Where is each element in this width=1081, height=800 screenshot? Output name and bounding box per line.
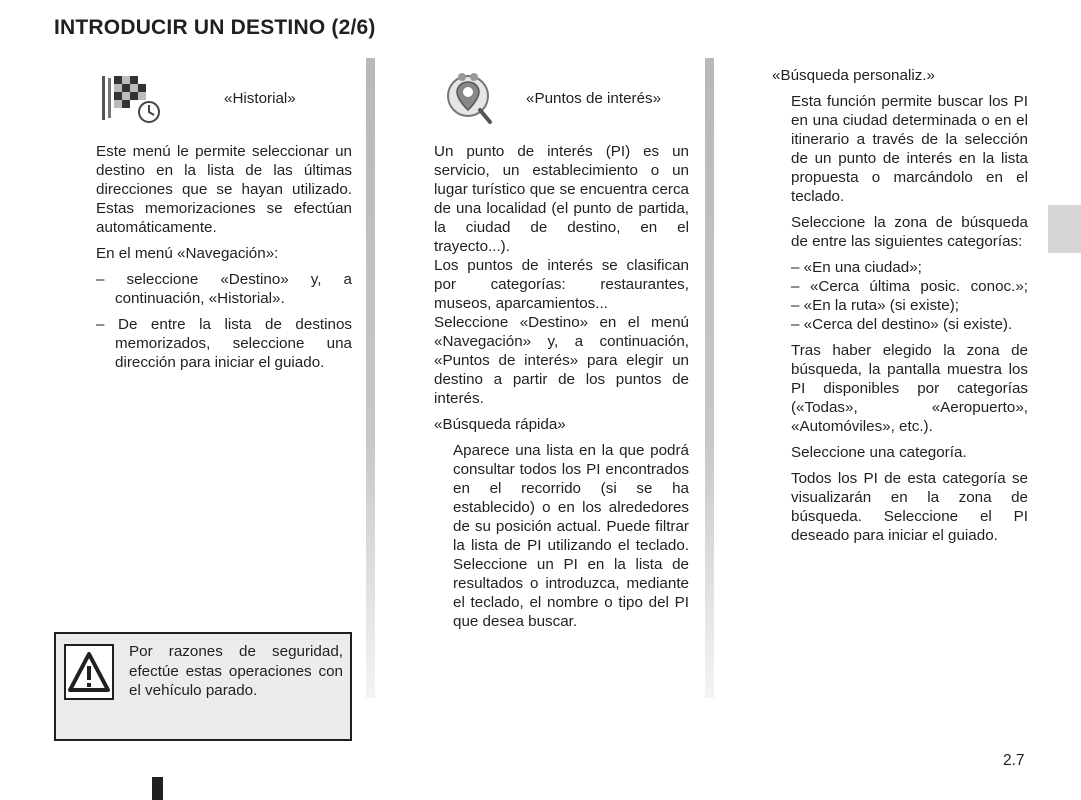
safety-warning-box [54,632,352,741]
categorias-description: Tras haber elegido la zona de búsqueda, la pantalla muestra los PI disponibles por categorías («Todas», «Aeropuerto», «Automóviles», etc.). [791,342,1028,435]
checkered-flag-history-icon [100,72,162,124]
historial-step-2: – De entre la lista de destinos memorizados, seleccione una dirección para iniciar el guiado. [96,316,352,371]
history-icon-block [100,72,162,124]
warning-triangle-icon [64,644,114,700]
print-crop-mark [152,777,163,800]
zona-busqueda-list [772,258,1028,334]
zona-option-ultima-posicion: – «Cerca última posic. conoc.»; [791,278,1028,295]
column-puntos-de-interes [434,142,689,638]
zona-option-destino: – «Cerca del destino» (si existe). [791,316,1013,333]
historial-menu-intro: En el menú «Navegación»: [96,245,279,262]
poi-instructions: Seleccione «Destino» en el menú «Navegación» y, a continuación, «Puntos de interés» para elegir un destino a partir de los puntos de interés. [434,314,689,407]
historial-description: Este menú le permite seleccionar un destino en la lista de las últimas direcciones que se hayan utilizado. Estas memorizaciones se efectúan automáticamente. [96,143,352,236]
column-divider-1 [366,58,375,698]
safety-warning-text: Por razones de seguridad, efectúe estas operaciones con el vehículo parado. [129,643,343,699]
column-busqueda-personalizada [772,66,1028,552]
zona-option-ruta: – «En la ruta» (si existe); [791,297,959,314]
zona-busqueda-intro: Seleccione la zona de búsqueda de entre las siguientes categorías: [791,214,1028,250]
column-historial [96,142,352,379]
chapter-side-tab [1048,205,1081,253]
poi-heading: «Puntos de interés» [526,90,662,107]
poi-icon-block [444,70,494,126]
zona-option-ciudad: – «En una ciudad»; [791,259,922,276]
column-divider-2 [705,58,714,698]
busqueda-rapida-heading: «Búsqueda rápida» [434,416,566,433]
page-number: 2.7 [1003,752,1025,769]
poi-definition: Un punto de interés (PI) es un servicio, un establecimiento o un lugar turístico que se encuentra cerca de una localidad (el punto de partida, la ciudad de destino, en el trayecto...). [434,143,689,255]
busqueda-personalizada-description: Esta función permite buscar los PI en una ciudad determinada o en el itinerario a través de la selección de un punto de interés en la lista propuesta o marcándolo en el teclado. [791,93,1028,205]
historial-heading: «Historial» [224,90,296,107]
poi-search-icon [444,70,494,126]
pi-categoria-description: Todos los PI de esta categoría se visualizarán en la zona de búsqueda. Seleccione el PI deseado para iniciar el guiado. [791,470,1028,544]
seleccione-categoria: Seleccione una categoría. [791,444,967,461]
page-title: INTRODUCIR UN DESTINO (2/6) [54,16,376,39]
poi-categories: Los puntos de interés se clasifican por categorías: restaurantes, museos, aparcamientos... [434,257,689,312]
busqueda-personalizada-heading: «Búsqueda personaliz.» [772,67,935,84]
historial-step-1: – seleccione «Destino» y, a continuación, «Historial». [96,271,352,307]
busqueda-rapida-description: Aparece una lista en la que podrá consultar todos los PI encontrados en el recorrido (si se ha establecido) o en los alrededores de su posición actual. Puede filtrar la lista de PI utilizando el teclado. Seleccione un PI en la lista de resultados o introduzca, mediante el teclado, el nombre o tipo del PI que desea buscar. [453,442,689,630]
